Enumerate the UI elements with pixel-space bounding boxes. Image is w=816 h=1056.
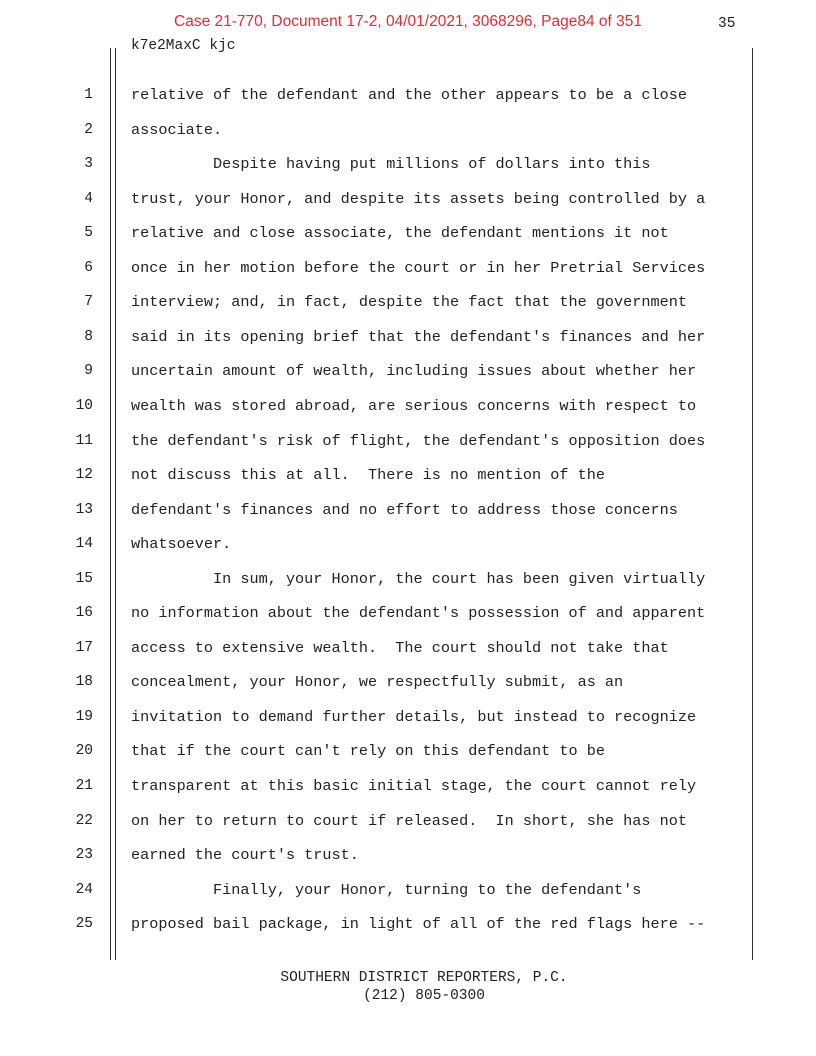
line-number: 4 [84,191,93,207]
transcript-line: wealth was stored abroad, are serious concerns with respect to [131,397,697,415]
transcript-line: trust, your Honor, and despite its assets being controlled by a [131,190,706,208]
line-number: 6 [84,260,93,276]
line-number: 8 [84,329,93,345]
transcript-line: said in its opening brief that the defendant's finances and her [131,328,706,346]
transcript-line: defendant's finances and no effort to address those concerns [131,501,678,519]
transcript-line: interview; and, in fact, despite the fact that the government [131,293,687,311]
line-number: 16 [75,605,93,621]
transcript-line: relative of the defendant and the other appears to be a close [131,86,687,104]
transcript-line: transparent at this basic initial stage, the court cannot rely [131,777,697,795]
line-number: 15 [75,571,93,587]
line-number: 5 [84,225,93,241]
transcript-line: once in her motion before the court or in her Pretrial Services [131,259,706,277]
transcript-line: In sum, your Honor, the court has been given virtually [131,570,706,588]
transcript-line: that if the court can't rely on this defendant to be [131,742,605,760]
footer-phone: (212) 805-0300 [363,988,485,1004]
transcript-line: the defendant's risk of flight, the defendant's opposition does [131,432,706,450]
line-number: 24 [75,882,93,898]
transcript-line: Despite having put millions of dollars into this [131,155,651,173]
page-number: 35 [718,16,736,32]
right-margin-rule [752,48,753,960]
line-number: 9 [84,363,93,379]
footer-reporter: SOUTHERN DISTRICT REPORTERS, P.C. [280,970,568,986]
line-number: 10 [75,398,93,414]
transcript-line: not discuss this at all. There is no mention of the [131,466,605,484]
case-header-stamp: Case 21-770, Document 17-2, 04/01/2021, 3068296, Page84 of 351 [174,13,642,30]
line-number: 23 [75,847,93,863]
transcript-line: on her to return to court if released. In short, she has not [131,812,687,830]
transcript-line: proposed bail package, in light of all of the red flags here -- [131,915,706,933]
transcript-line: invitation to demand further details, but instead to recognize [131,708,697,726]
transcript-line: whatsoever. [131,535,232,553]
document-code: k7e2MaxC kjc [131,38,236,54]
transcript-line: no information about the defendant's possession of and apparent [131,604,706,622]
line-number: 19 [75,709,93,725]
line-number: 11 [75,433,93,449]
transcript-line: concealment, your Honor, we respectfully submit, as an [131,673,624,691]
transcript-line: Finally, your Honor, turning to the defendant's [131,881,642,899]
line-number: 20 [75,743,93,759]
line-number: 7 [84,294,93,310]
line-number: 18 [75,674,93,690]
line-number: 2 [84,122,93,138]
line-number: 3 [84,156,93,172]
line-number: 1 [84,87,93,103]
left-margin-rule-outer [110,48,111,960]
transcript-line: earned the court's trust. [131,846,359,864]
transcript-line: access to extensive wealth. The court should not take that [131,639,669,657]
transcript-line: associate. [131,121,223,139]
transcript-line: relative and close associate, the defendant mentions it not [131,224,669,242]
line-number: 25 [75,916,93,932]
line-number: 22 [75,813,93,829]
line-number: 12 [75,467,93,483]
transcript-line: uncertain amount of wealth, including issues about whether her [131,362,697,380]
line-number: 14 [75,536,93,552]
left-margin-rule-inner [115,48,116,960]
line-number: 13 [75,502,93,518]
line-number: 17 [75,640,93,656]
line-number: 21 [75,778,93,794]
